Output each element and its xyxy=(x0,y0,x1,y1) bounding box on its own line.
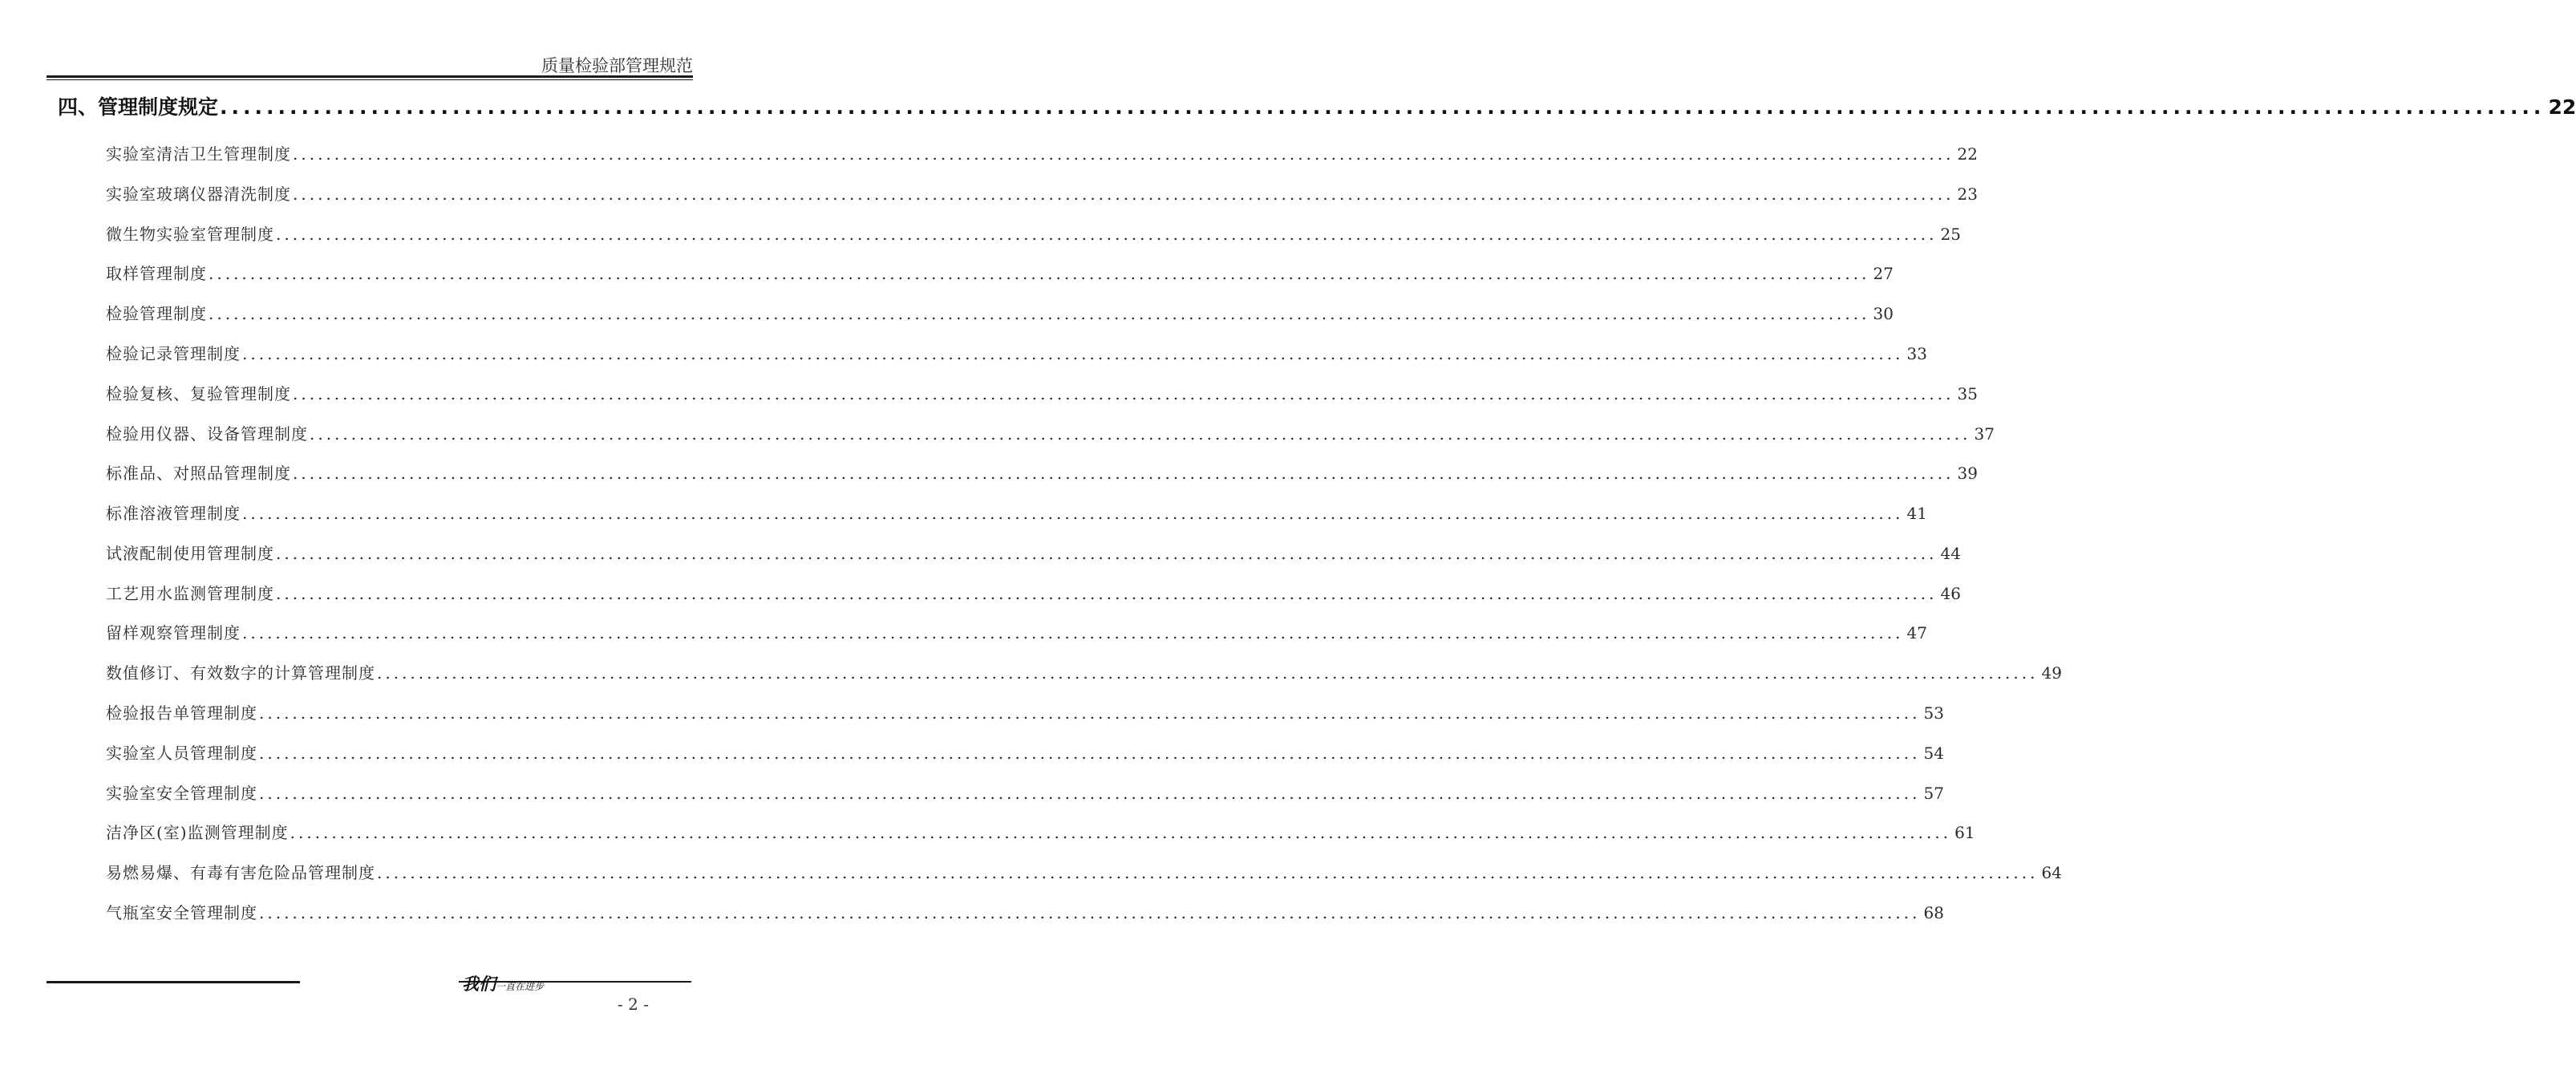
toc-entry-title: 标准溶液管理制度 xyxy=(106,504,241,523)
toc-entry-page: 53 xyxy=(1923,703,1944,723)
dot-leader: ........................................................................................................................................................................................................ xyxy=(293,144,1954,164)
dot-leader: ........................................................................................................................................................................................................ xyxy=(377,863,2039,882)
toc-entry-page: 27 xyxy=(1873,264,1894,283)
toc-entry-title: 微生物实验室管理制度 xyxy=(106,225,274,244)
toc-entry-title: 检验管理制度 xyxy=(106,304,207,323)
toc-entry[interactable] xyxy=(106,660,2062,686)
toc-entry-title: 检验复核、复验管理制度 xyxy=(106,384,291,403)
header-rule-thin xyxy=(47,79,693,80)
toc-entry[interactable] xyxy=(106,780,1944,806)
toc-entry-page: 47 xyxy=(1906,623,1927,642)
toc-entry[interactable] xyxy=(106,341,1927,367)
toc-entry[interactable] xyxy=(106,581,1961,606)
dot-leader: ........................................................................................................................................................................................................ xyxy=(290,823,1952,842)
footer-motto xyxy=(462,971,544,995)
dot-leader: ........................................................................................................................................................................................................ xyxy=(242,623,1904,642)
toc-entry[interactable] xyxy=(106,141,1978,167)
dot-leader: ........................................................................................................................................................................................................ xyxy=(259,903,1921,922)
dot-leader: ........................................................................................................................................................................................................ xyxy=(209,304,1870,323)
toc-entry-title: 易燃易爆、有毒有害危险品管理制度 xyxy=(106,863,375,882)
toc-entry-title: 实验室人员管理制度 xyxy=(106,744,257,763)
footer-rule xyxy=(47,981,300,983)
toc-entry-page: 41 xyxy=(1906,504,1927,523)
toc-entry-page: 57 xyxy=(1923,784,1944,803)
toc-entry-page: 30 xyxy=(1873,304,1894,323)
toc-entry-page: 54 xyxy=(1923,744,1944,763)
toc-entry-title: 实验室清洁卫生管理制度 xyxy=(106,144,291,164)
dot-leader: ........................................................................................................................................................................................................ xyxy=(377,663,2039,683)
toc-entry-page: 22 xyxy=(1957,144,1978,164)
toc-entry[interactable] xyxy=(106,381,1978,407)
toc-entry[interactable] xyxy=(106,301,1894,326)
toc-entry-title: 检验记录管理制度 xyxy=(106,344,241,363)
toc-entry-title: 标准品、对照品管理制度 xyxy=(106,464,291,483)
toc-entry-title: 气瓶室安全管理制度 xyxy=(106,903,257,922)
dot-leader: ........................................................................................................................................................................................................ xyxy=(259,784,1921,803)
dot-leader: ........................................................................................................................................................................................................ xyxy=(209,264,1870,283)
toc-entry-page: 37 xyxy=(1974,424,1995,444)
toc-entry-title: 试液配制使用管理制度 xyxy=(106,544,274,563)
dot-leader: ........................................................................................................................................................................................................ xyxy=(276,584,1938,603)
dot-leader: ........................................................................................................................................................................................................ xyxy=(259,703,1921,723)
toc-chapter-heading[interactable] xyxy=(58,91,2576,124)
motto-sub: 一直在进步 xyxy=(496,981,545,992)
toc-entry[interactable] xyxy=(106,181,1978,207)
toc-entry-page: 23 xyxy=(1957,184,1978,204)
toc-entry-title: 实验室安全管理制度 xyxy=(106,784,257,803)
toc-entry-title: 留样观察管理制度 xyxy=(106,623,241,642)
dot-leader: ........................................................................................................................................................................................................ xyxy=(293,464,1954,483)
dot-leader: ........................................................................................................................................................................................................ xyxy=(293,384,1954,403)
toc-entry[interactable] xyxy=(106,460,1978,486)
toc-chapter-page: 22 xyxy=(2548,95,2576,119)
toc-entry[interactable] xyxy=(106,700,1944,726)
toc-entry-title: 工艺用水监测管理制度 xyxy=(106,584,274,603)
toc-entry-page: 25 xyxy=(1940,225,1961,244)
toc-entry-title: 数值修订、有效数字的计算管理制度 xyxy=(106,663,375,683)
toc-entry[interactable] xyxy=(106,740,1944,766)
dot-leader: ........................................................................................................................................................................................................ xyxy=(276,544,1938,563)
toc-entry[interactable] xyxy=(106,261,1894,286)
dot-leader: ........................................................................................................................................................................................................ xyxy=(259,744,1921,763)
header-title: 质量检验部管理规范 xyxy=(541,56,693,75)
toc-entry-page: 68 xyxy=(1923,903,1944,922)
dot-leader: ........................................................................................................................................................................................................ xyxy=(242,504,1904,523)
toc-entry[interactable] xyxy=(106,900,1944,926)
toc-entry-title: 检验报告单管理制度 xyxy=(106,703,257,723)
dot-leader: ........................................................................................................................................................................................................ xyxy=(310,424,1971,444)
toc-entry-title: 洁净区(室)监测管理制度 xyxy=(106,823,289,842)
toc-entry[interactable] xyxy=(106,500,1927,526)
dot-leader: ........................................................................................................................................................................................................ xyxy=(220,95,2546,119)
toc-entry-title: 实验室玻璃仪器清洗制度 xyxy=(106,184,291,204)
toc-entry-title: 检验用仪器、设备管理制度 xyxy=(106,424,308,444)
toc-entry-page: 44 xyxy=(1940,544,1961,563)
toc-entry[interactable] xyxy=(106,541,1961,566)
header-rule xyxy=(47,75,693,78)
toc-entry[interactable] xyxy=(106,620,1927,646)
page-number: - 2 - xyxy=(618,995,649,1014)
toc-entry-page: 46 xyxy=(1940,584,1961,603)
toc-entry[interactable] xyxy=(106,820,1975,845)
motto-main: 我们 xyxy=(462,975,496,994)
dot-leader: ........................................................................................................................................................................................................ xyxy=(276,225,1938,244)
toc-entry-page: 61 xyxy=(1954,823,1975,842)
toc-entry-page: 35 xyxy=(1957,384,1978,403)
toc-entry[interactable] xyxy=(106,421,1995,447)
dot-leader: ........................................................................................................................................................................................................ xyxy=(242,344,1904,363)
dot-leader: ........................................................................................................................................................................................................ xyxy=(293,184,1954,204)
toc-entry-page: 33 xyxy=(1906,344,1927,363)
toc-entry[interactable] xyxy=(106,221,1961,247)
toc-entry[interactable] xyxy=(106,860,2062,886)
toc-entry-page: 39 xyxy=(1957,464,1978,483)
toc-entry-title: 取样管理制度 xyxy=(106,264,207,283)
toc-entry-page: 49 xyxy=(2041,663,2062,683)
toc-entry-page: 64 xyxy=(2041,863,2062,882)
toc-chapter-title: 四、管理制度规定 xyxy=(58,95,219,119)
